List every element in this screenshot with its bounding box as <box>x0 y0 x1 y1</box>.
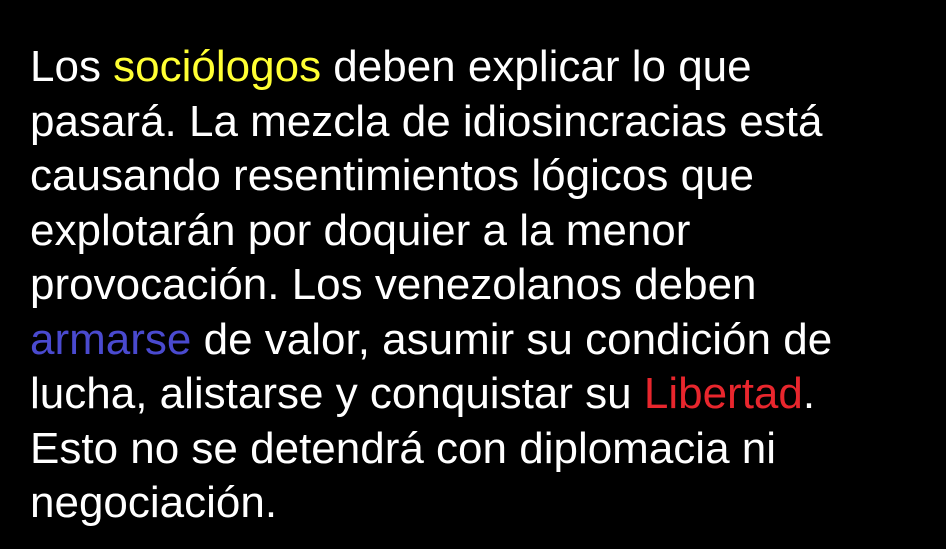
text-line-2: pasará. La mezcla de idiosincracias está <box>30 96 823 146</box>
text-segment: deben explicar lo que <box>321 42 752 91</box>
text-line-9: negociación. <box>30 478 278 527</box>
text-segment: lucha, alistarse y conquistar su <box>30 369 644 418</box>
quote-text-block <box>30 40 930 531</box>
text-line-6 <box>30 313 930 368</box>
text-line-5: provocación. Los venezolanos deben <box>30 260 757 309</box>
text-segment: Los <box>30 42 114 91</box>
text-segment: . <box>802 369 816 418</box>
text-line-8: Esto no se detendrá con diplomacia ni <box>30 423 777 473</box>
text-line-1 <box>30 40 930 95</box>
highlight-word-sociologos: sociólogos <box>113 42 322 91</box>
text-line-7 <box>30 367 930 422</box>
text-segment: de valor, asumir su condición de <box>191 314 833 364</box>
highlight-word-armarse: armarse <box>30 314 192 364</box>
text-line-3: causando resentimientos lógicos que <box>30 151 755 200</box>
text-line-4: explotarán por doquier a la menor <box>30 205 691 255</box>
highlight-word-libertad: Libertad <box>643 369 803 418</box>
